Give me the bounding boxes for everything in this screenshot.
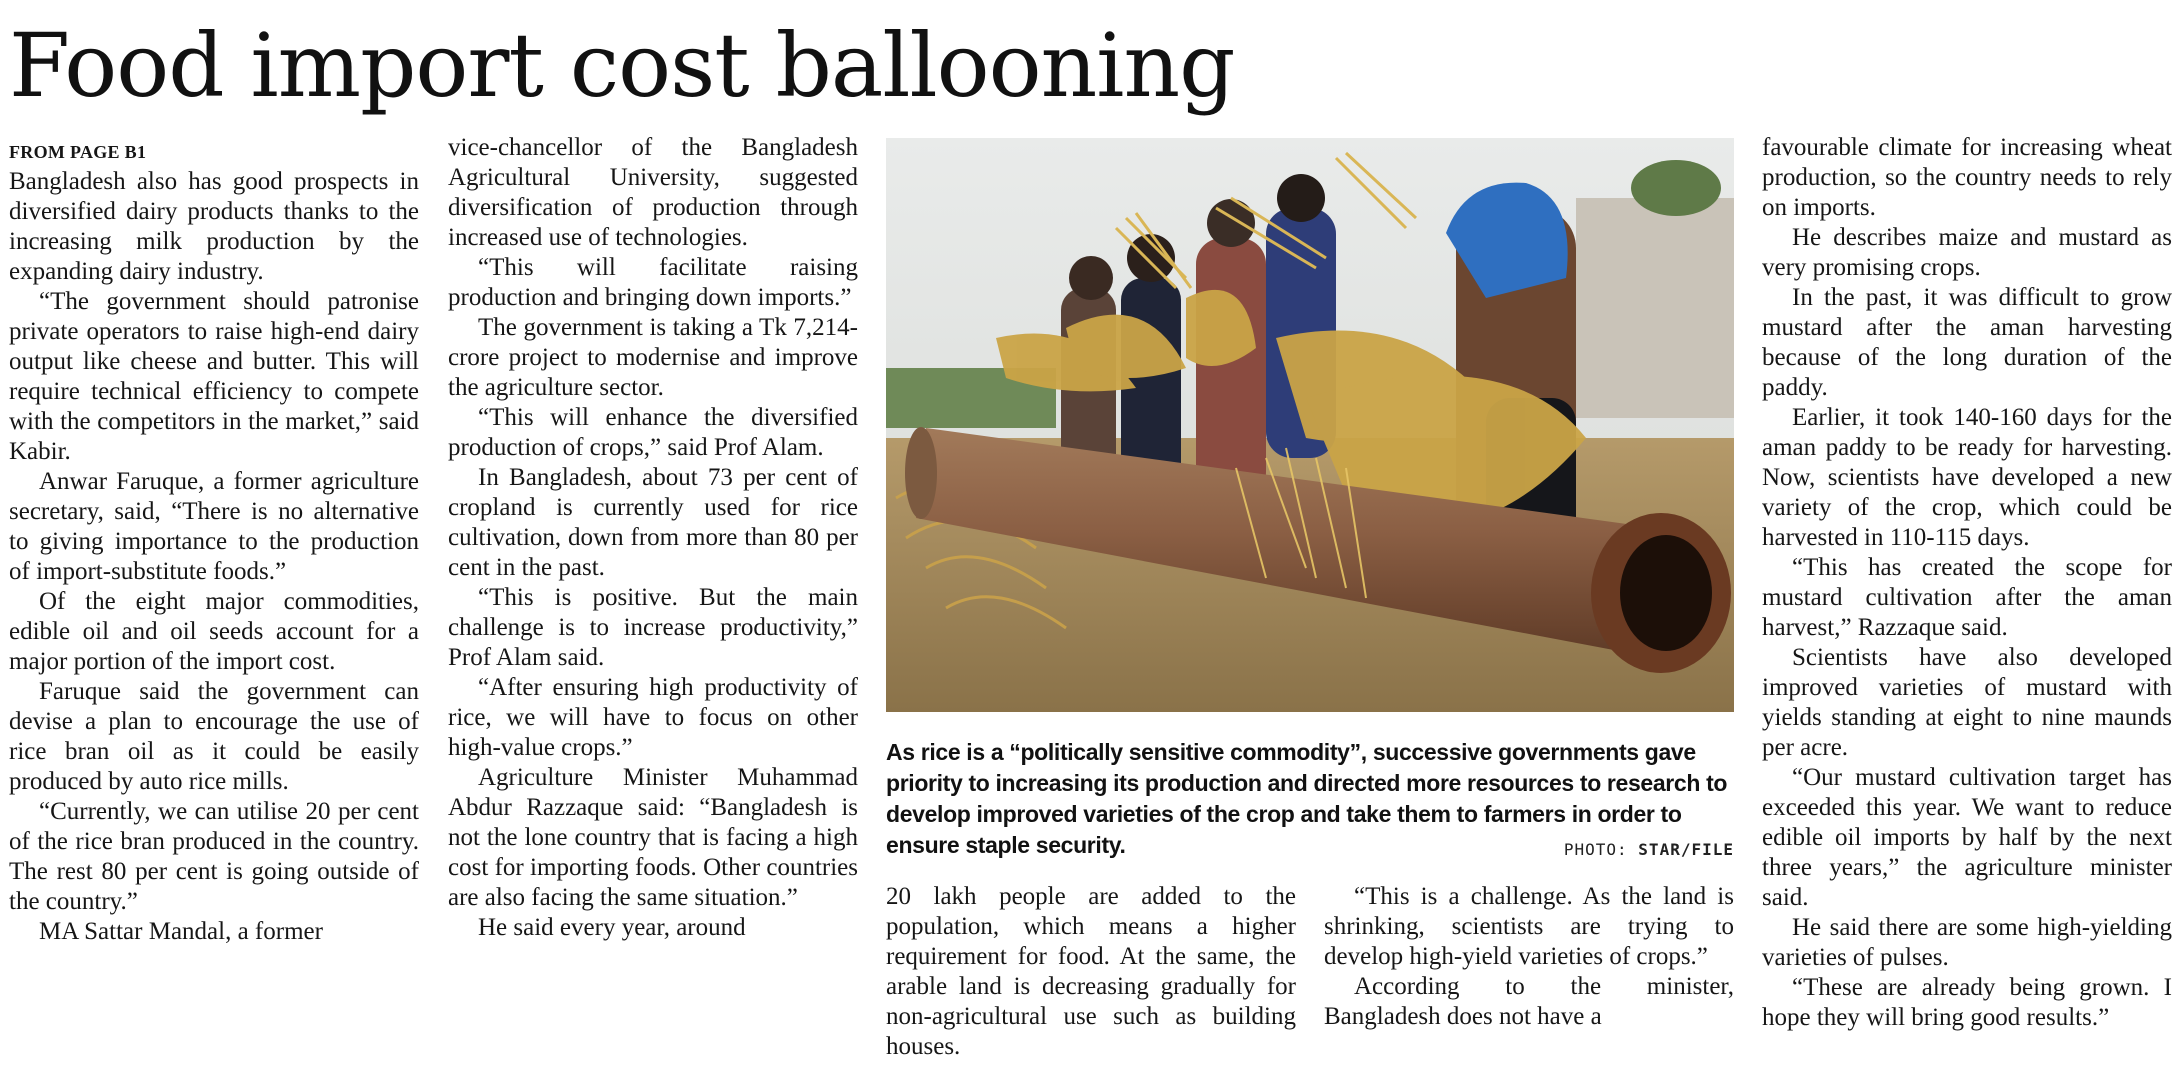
photo-credit: [1564, 840, 1734, 860]
paragraph: Bangladesh also has good prospects in diversified dairy products thanks to the increasing milk production by the expanding dairy industry.: [9, 168, 419, 285]
paragraph: In the past, it was difficult to grow mustard after the aman harvesting because of the long duration of the paddy.: [1762, 284, 2172, 401]
paragraph: “This is positive. But the main challenge is to increase productivity,” Prof Alam said.: [448, 584, 858, 671]
paragraph: “This will facilitate raising production and bringing down imports.”: [448, 254, 858, 311]
paragraph: favourable climate for increasing wheat production, so the country needs to rely on imports.: [1762, 134, 2172, 221]
paragraph: Anwar Faruque, a former agriculture secretary, said, “There is no alternative to giving importance to the production of import-substitute foods.”: [9, 468, 419, 585]
paragraph: 20 lakh people are added to the population, which means a higher requirement for food. At the same, the arable land is decreasing gradually for non-agricultural use such as building houses.: [886, 883, 1296, 1060]
paragraph: Scientists have also developed improved varieties of mustard with yields standing at eight to nine maunds per acre.: [1762, 644, 2172, 761]
paragraph: According to the minister, Bangladesh does not have a: [1324, 973, 1734, 1030]
paragraph: Faruque said the government can devise a plan to encourage the use of rice bran oil as it could be easily produced by auto rice mills.: [9, 678, 419, 795]
paragraph: He said there are some high-yielding varieties of pulses.: [1762, 914, 2172, 971]
photo-credit-prefix: PHOTO:: [1563, 840, 1628, 859]
photo-caption: As rice is a “politically sensitive commodity”, successive governments gave priority to increasing its production and directed more resources to research to develop improved varieties of the crop and take them to farmers in order to ensure staple security.: [886, 739, 1728, 858]
paragraph: In Bangladesh, about 73 per cent of cropland is currently used for rice cultivation, down from more than 80 per cent in the past.: [448, 464, 858, 581]
article-column-4: [1324, 882, 1734, 1032]
paragraph: Earlier, it took 140-160 days for the aman paddy to be ready for harvesting. Now, scientists have developed a new variety of the crop, which could be harvested in 110-115 days.: [1762, 404, 2172, 551]
paragraph: The government is taking a Tk 7,214-crore project to modernise and improve the agriculture sector.: [448, 314, 858, 401]
jump-line: FROM PAGE B1: [9, 142, 147, 162]
paragraph: He describes maize and mustard as very promising crops.: [1762, 224, 2172, 281]
paragraph: He said every year, around: [478, 914, 746, 941]
paragraph: “These are already being grown. I hope they will bring good results.”: [1762, 974, 2172, 1031]
paragraph: “Our mustard cultivation target has exceeded this year. We want to reduce edible oil imports by half by the next three years,” the agriculture minister said.: [1762, 764, 2172, 911]
paragraph: Agriculture Minister Muhammad Abdur Razzaque said: “Bangladesh is not the lone country that is facing a high cost for importing foods. Other countries are also facing the same situation.”: [448, 764, 858, 911]
paragraph: “Currently, we can utilise 20 per cent of the rice bran produced in the country. The rest 80 per cent is going outside of the country.”: [9, 798, 419, 915]
paragraph: “This will enhance the diversified production of crops,” said Prof Alam.: [448, 404, 858, 461]
paragraph: “This has created the scope for mustard cultivation after the aman harvest,” Razzaque said.: [1762, 554, 2172, 641]
headline: Food import cost ballooning: [9, 14, 1235, 117]
article-column-5: [1762, 133, 2172, 1033]
article-column-3: [886, 882, 1296, 1062]
paragraph: “This is a challenge. As the land is shrinking, scientists are trying to develop high-yield varieties of crops.”: [1324, 883, 1734, 970]
paragraph: Of the eight major commodities, edible oil and oil seeds account for a major portion of the import cost.: [9, 588, 419, 675]
paragraph: “After ensuring high productivity of rice, we will have to focus on other high-value crops.”: [448, 674, 858, 761]
photo-credit-source: STAR/FILE: [1638, 840, 1734, 859]
article-column-2: [448, 133, 858, 943]
article-column-1: [9, 137, 419, 947]
paragraph: vice-chancellor of the Bangladesh Agricultural University, suggested diversification of production through increased use of technologies.: [448, 134, 858, 251]
harvest-photo: [886, 138, 1734, 712]
paragraph: “The government should patronise private operators to raise high-end dairy output like cheese and butter. This will require technical efficiency to compete with the competitors in the market,” said Kabir.: [9, 288, 419, 465]
paragraph: MA Sattar Mandal, a former: [39, 918, 323, 945]
